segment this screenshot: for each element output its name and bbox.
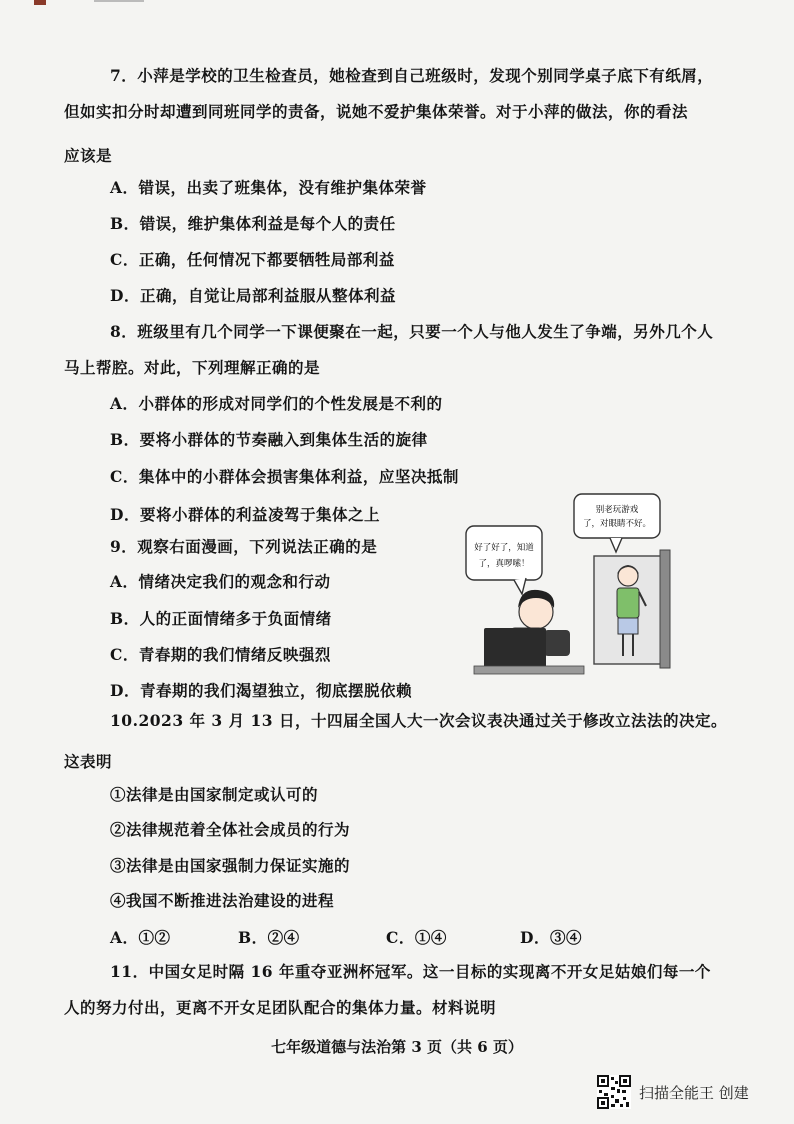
q10-item-2: ②法律规范着全体社会成员的行为 (110, 820, 351, 839)
q7-option-d: D．正确，自觉让局部利益服从整体利益 (110, 286, 396, 305)
q10-choice-d: D．③④ (520, 928, 582, 947)
q9-option-b: B．人的正面情绪多于负面情绪 (110, 609, 332, 628)
q10-item-3: ③法律是由国家强制力保证实施的 (110, 856, 351, 875)
q11-stem-line1: 11．中国女足时隔 16 年重夺亚洲杯冠军。这一目标的实现离不开女足姑娘们每一个 (110, 962, 711, 981)
page-edge-mark (34, 0, 194, 6)
scanner-watermark-text: 扫描全能王 创建 (639, 1083, 749, 1102)
q10-stem-line1: 10.2023 年 3 月 13 日，十四届全国人大一次会议表决通过关于修改立法法的决定。 (110, 711, 727, 730)
q7-stem-line2: 但如实扣分时却遭到同班同学的责备，说她不爱护集体荣誉。对于小萍的做法，你的看法 (64, 102, 689, 121)
q8-option-d: D．要将小群体的利益凌驾于集体之上 (110, 505, 380, 524)
q8-option-b: B．要将小群体的节奏融入到集体生活的旋律 (110, 430, 428, 449)
q7-option-a: A．错误，出卖了班集体，没有维护集体荣誉 (110, 178, 427, 197)
q10-item-4: ④我国不断推进法治建设的进程 (110, 891, 335, 910)
q10-choice-c: C．①④ (386, 928, 447, 947)
q7-option-c: C．正确，任何情况下都要牺牲局部利益 (110, 250, 395, 269)
scanner-watermark (597, 1074, 749, 1110)
q7-stem-line1: 7．小萍是学校的卫生检查员，她检查到自己班级时，发现个别同学桌子底下有纸屑， (110, 66, 714, 85)
q10-choice-a: A．①② (110, 928, 171, 947)
q11-stem-line2: 人的努力付出，更离不开女足团队配合的集体力量。材料说明 (64, 998, 497, 1017)
q8-option-a: A．小群体的形成对同学们的个性发展是不利的 (110, 394, 443, 413)
page-footer: 七年级道德与法治第 3 页（共 6 页） (271, 1038, 523, 1056)
q9-option-c: C．青春期的我们情绪反映强烈 (110, 645, 331, 664)
speech-bubble-right (574, 494, 660, 538)
bubble-left-text-2: 了，真啰嗦！ (478, 559, 530, 569)
q10-stem-line2: 这表明 (64, 752, 113, 771)
speech-bubble-left (466, 526, 542, 580)
q8-stem-line1: 8．班级里有几个同学一下课便聚在一起，只要一个人与他人发生了争端，另外几个人 (110, 322, 714, 341)
q9-option-a: A．情绪决定我们的观念和行动 (110, 572, 331, 591)
bubble-right-text-1: 别老玩游戏 (595, 505, 639, 515)
q8-option-c: C．集体中的小群体会损害集体利益，应坚决抵制 (110, 467, 459, 486)
q9-stem: 9．观察右面漫画，下列说法正确的是 (110, 537, 378, 556)
q9-comic-illustration (460, 490, 682, 682)
q8-stem-line2: 马上帮腔。对此，下列理解正确的是 (64, 358, 321, 377)
qr-code-icon (597, 1075, 631, 1109)
q10-item-1: ①法律是由国家制定或认可的 (110, 785, 319, 804)
bubble-right-text-2: 了，对眼睛不好。 (582, 519, 652, 529)
q10-choice-b: B．②④ (238, 928, 300, 947)
bubble-left-text-1: 好了好了，知道 (474, 543, 534, 553)
q7-option-b: B．错误，维护集体利益是每个人的责任 (110, 214, 396, 233)
q7-stem-line3: 应该是 (64, 146, 113, 165)
q9-option-d: D．青春期的我们渴望独立，彻底摆脱依赖 (110, 681, 412, 700)
